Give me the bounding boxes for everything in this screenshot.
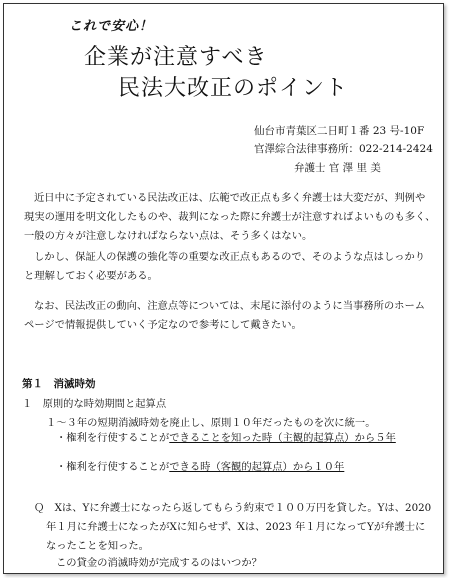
bullet-item-2 (56, 458, 344, 473)
bullet-1-prefix: ・権利を行使することが (56, 432, 170, 444)
intro-p2-line2: と理解しておく必要がある。 (24, 270, 158, 282)
bullet-2-underlined: できる時（客観的起算点）から１０年 (169, 461, 345, 473)
question-line-1: Ｑ Xは、Yに弁護士になったら返してもらう約束で１００万円を貸した。Yは、2020 (34, 502, 432, 514)
title-line-2: 民法大改正のポイント (118, 76, 349, 101)
intro-p1-line3: 一般の方々が注意しなければならない点は、そう多くはない。 (24, 230, 313, 242)
question-line-3: なったことを知った。 (46, 540, 149, 552)
intro-p2-line1: しかし、保証人の保護の強化等の重要な改正点もあるので、そのような点はしっかり (34, 251, 426, 263)
section-heading: 第１ 消滅時効 (22, 378, 96, 390)
sender-address: 仙台市青葉区二日町１番 23 号-10F (254, 125, 425, 137)
title-line-1: 企業が注意すべき (84, 45, 268, 70)
sender-office: 官澤綜合法律事務所：022-214-2424 (254, 143, 433, 155)
bullet-2-prefix: ・権利を行使することが (56, 461, 170, 473)
sender-lawyer: 弁護士 官 澤 里 美 (294, 162, 381, 174)
tagline: これで安心！ (69, 19, 154, 34)
bullet-item-1 (56, 429, 396, 444)
question-line-4: この貸金の消滅時効が完成するのはいつか？ (56, 557, 262, 569)
section-summary: １～３年の短期消滅時効を廃止し、原則１０年だったものを次に統一。 (46, 417, 376, 429)
question-line-2: 年１月に弁護士になったがXに知らせず、Xは、2023 年１月になってYが弁護士に (46, 521, 426, 533)
intro-p3-line2: ページで情報提供していく予定なので参考にして戴きたい。 (24, 319, 302, 331)
subsection-heading: １ 原則的な時効期間と起算点 (22, 398, 167, 410)
intro-p3-line1: なお、民法改正の動向、注意点等については、末尾に添付のように当事務所のホーム (34, 300, 426, 312)
intro-p1-line2: 現実の運用を明文化したものや、裁判になった際に弁護士が注意すればよいものも多く、 (24, 211, 436, 223)
document-page (3, 3, 444, 574)
bullet-1-underlined: できることを知った時（主観的起算点）から５年 (169, 432, 396, 444)
intro-p1-line1: 近日中に予定されている民法改正は、広範で改正点も多く弁護士は大変だが、判例や (34, 192, 426, 204)
